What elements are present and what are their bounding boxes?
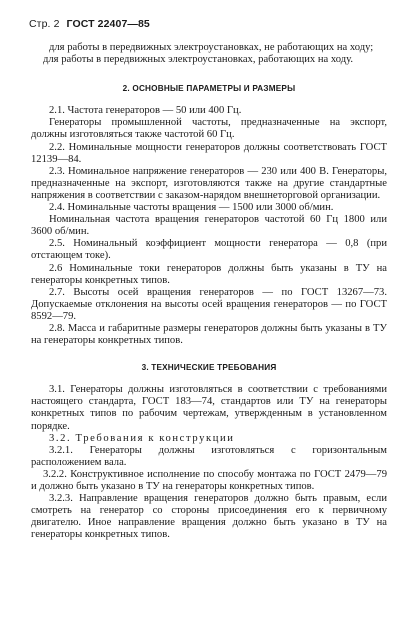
clause-2-2: 2.2. Номинальные мощности генераторов должны соответствовать ГОСТ 12139—84. xyxy=(31,141,387,165)
section-heading-technical: 3. ТЕХНИЧЕСКИЕ ТРЕБОВАНИЯ xyxy=(141,363,277,373)
page-number: Стр. 2 xyxy=(29,18,60,30)
section-heading-parameters: 2. ОСНОВНЫЕ ПАРАМЕТРЫ И РАЗМЕРЫ xyxy=(122,84,296,94)
clause-2-5: 2.5. Номинальный коэффициент мощности генератора — 0,8 (при отстающем токе). xyxy=(31,238,387,262)
clause-3-1: 3.1. Генераторы должны изготовляться в соответствии с требованиями настоящего стандарта, ГОСТ 183—74, стандартов или ТУ на генераторы конкретных типов по рабочим чертежам, утвержденным в установленном порядке. xyxy=(31,384,387,432)
clause-2-3: 2.3. Номинальное напряжение генераторов — 230 или 400 В. Генераторы, предназначенные на экспорт, изготовляются также на другие стандартные напряжения в соответствии с заказом-нарядом внешнеторговой организации. xyxy=(31,165,387,201)
clause-3-2-1: 3.2.1. Генераторы должны изготовляться с горизонтальным расположением вала. xyxy=(31,444,387,468)
paragraph-mobile-stationary: для работы в передвижных электроустановках, не работающих на ходу; xyxy=(49,42,374,53)
clause-2-6: 2.6 Номинальные токи генераторов должны быть указаны в ТУ на генераторы конкретных типов. xyxy=(31,262,387,286)
clause-3-2-3: 3.2.3. Направление вращения генераторов должно быть правым, если смотреть на генератор со стороны присоединения его к первичному двигателю. Иное направление вращения должно быть указано в ТУ на генераторы конкретных типов. xyxy=(31,493,387,541)
clause-2-8: 2.8. Масса и габаритные размеры генераторов должны быть указаны в ТУ на генераторы конкретных типов. xyxy=(31,322,387,347)
page-header xyxy=(29,18,150,30)
clause-3-2-heading: 3.2. Требования к конструкции xyxy=(49,432,235,444)
clause-2-4: 2.4. Номинальные частоты вращения — 1500 или 3000 об/мин. xyxy=(49,202,334,214)
clause-3-2-2: 3.2.2. Конструктивное исполнение по способу монтажа по ГОСТ 2479—79 и должно быть указано в ТУ на генераторы конкретных типов. xyxy=(31,468,387,492)
standard-code: ГОСТ 22407—85 xyxy=(66,18,150,30)
clause-2-1: 2.1. Частота генераторов — 50 или 400 Гц. xyxy=(49,105,242,117)
paragraph-mobile-moving: для работы в передвижных электроустановках, работающих на ходу. xyxy=(43,54,354,66)
clause-2-1-export: Генераторы промышленной частоты, предназначенные на экспорт, должны изготовляться также частотой 60 Гц. xyxy=(31,117,387,141)
document-body xyxy=(31,42,387,541)
clause-2-7: 2.7. Высоты осей вращения генераторов — по ГОСТ 13267—73. Допускаемые отклонения на высоты осей вращения генераторов — по ГОСТ 8592—79. xyxy=(31,286,387,322)
clause-2-4-60hz: Номинальная частота вращения генераторов частотой 60 Гц 1800 или 3600 об/мин. xyxy=(31,214,387,238)
